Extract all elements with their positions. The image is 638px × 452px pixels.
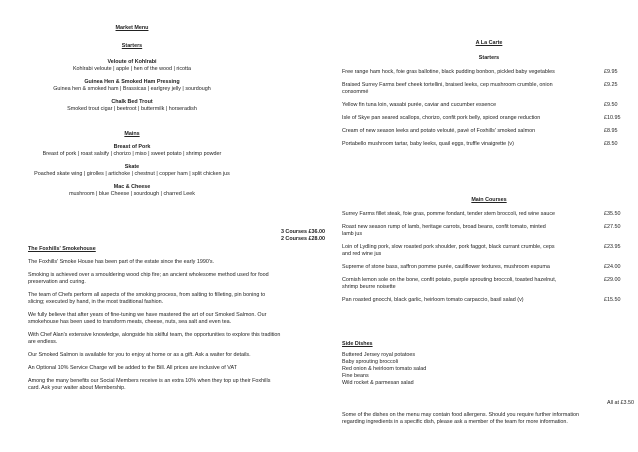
menu-item bbox=[342, 128, 634, 135]
menu-item-desc: Braised Surrey Farms beef cheek tortellini, braised leeks, cep mushroom crumble, onion consommé bbox=[342, 82, 553, 96]
menu-item-price: £29.00 bbox=[604, 277, 621, 284]
menu-item-desc: Isle of Skye pan seared scallops, chorizo, confit pork belly, spiced orange reduction bbox=[342, 115, 541, 122]
market-starter bbox=[0, 99, 264, 113]
menu-item-desc: Pan roasted gnocchi, black garlic, heirloom tomato carpaccio, basil salad (v) bbox=[342, 297, 524, 304]
smokehouse-paragraph: The Foxhills' Smoke House has been part of the estate since the early 1990's. bbox=[28, 259, 215, 266]
menu-item-desc: Cream of new season leeks and potato velouté, pavé of Foxhills' smoked salmon bbox=[342, 128, 536, 135]
smokehouse-paragraph: We fully believe that after years of fine-tuning we have mastered the art of our Smoked Salmon. Our smokehouse has been used to transform meats, cheese, nuts, sea salt and even tea. bbox=[28, 312, 267, 326]
menu-item bbox=[342, 297, 634, 304]
menu-item-desc: Free range ham hock, foie gras ballotine, black pudding bonbon, pickled baby vegetables bbox=[342, 69, 555, 75]
three-course-price: 3 Courses £36.00 bbox=[280, 229, 325, 235]
menu-item-price: £8.95 bbox=[604, 128, 618, 135]
menu-item-desc: Roast new season rump of lamb, heritage carrots, broad beans, confit tomato, minted lamb jus bbox=[342, 224, 546, 238]
two-course-price: 2 Courses £28.00 bbox=[280, 236, 325, 243]
menu-item-price: £15.50 bbox=[604, 297, 621, 304]
market-main bbox=[0, 164, 264, 178]
menu-item-desc: Loin of Lydling pork, slow roasted pork shoulder, pork faggot, black currant crumble, ceps and red wine jus bbox=[342, 244, 555, 258]
market-main bbox=[0, 184, 264, 198]
membership-note: Among the many benefits our Social Members receive is an extra 10% when they top up their Foxhills card. Ask your waiter about Membership. bbox=[28, 378, 271, 392]
menu-item-price: £9.50 bbox=[604, 102, 618, 109]
dish-name: Chalk Bed Trout bbox=[111, 99, 153, 106]
menu-item bbox=[342, 102, 634, 109]
menu-item-desc: Cornish lemon sole on the bone, confit potato, purple sprouting broccoli, toasted hazelnut, shrimp beurre noisette bbox=[342, 277, 557, 291]
market-starters-list bbox=[0, 59, 264, 119]
menu-item-price: £24.00 bbox=[604, 264, 621, 271]
menu-item-price: £35.50 bbox=[604, 211, 621, 217]
smokehouse-section bbox=[28, 246, 283, 398]
menu-item bbox=[342, 211, 634, 218]
menu-item-price: £10.95 bbox=[604, 115, 621, 122]
smokehouse-paragraph: With Chef Alan's extensive knowledge, alongside his skilful team, the opportunities to explore this tradition are endless. bbox=[28, 332, 281, 346]
smokehouse-title: The Foxhills' Smokehouse bbox=[28, 246, 96, 252]
dish-desc: Breast of pork | roast salsify | chorizo | miso | sweet potato | shrimp powder bbox=[42, 151, 222, 158]
menu-item-desc: Surrey Farms fillet steak, foie gras, pomme fondant, tender stem broccoli, red wine sauce bbox=[342, 211, 556, 217]
dish-desc: Poached skate wing | girolles | artichoke | chestnut | copper ham | split chicken jus bbox=[34, 171, 230, 178]
side-dishes-section bbox=[342, 341, 634, 387]
menu-item-price: £23.95 bbox=[604, 244, 621, 251]
menu-item bbox=[342, 244, 634, 258]
dish-desc: Guinea hen & smoked ham | Brassicas | earlgrey jelly | sourdough bbox=[53, 86, 211, 93]
side-dishes-title: Side Dishes bbox=[342, 341, 373, 347]
market-main bbox=[0, 144, 264, 158]
alc-starters-title: Starters bbox=[478, 55, 500, 61]
market-mains-list bbox=[0, 144, 264, 204]
menu-item bbox=[342, 264, 634, 271]
course-prices bbox=[200, 229, 325, 243]
side-dish: Fine beans bbox=[342, 373, 369, 380]
market-mains-title: Mains bbox=[124, 131, 140, 137]
menu-item bbox=[342, 224, 634, 238]
side-dish: Red onion & heirloom tomato salad bbox=[342, 366, 427, 373]
service-charge-note: An Optional 10% Service Charge will be added to the Bill. All prices are inclusive of VAT bbox=[28, 365, 237, 372]
market-starter bbox=[0, 59, 264, 73]
menu-item-desc: Supreme of stone bass, saffron pomme purée, cauliflower textures, mushroom espuma bbox=[342, 264, 550, 271]
dish-desc: mushroom | blue Cheese | sourdough | charred Leek bbox=[69, 191, 195, 198]
menu-item bbox=[342, 277, 634, 291]
allergen-note: Some of the dishes on the menu may contain food allergens. Should you require further information regarding ingredients in a specific dish, please ask a member of the team for more information. bbox=[342, 412, 580, 426]
right-page bbox=[340, 0, 638, 452]
alc-starters-list bbox=[342, 69, 634, 154]
smokehouse-paragraph: Smoking is achieved over a smouldering wood chip fire; an ancient wholesome method used for food preservation and curing. bbox=[28, 272, 269, 286]
menu-item-desc: Yellow fin tuna loin, wasabi purée, caviar and cucumber essence bbox=[342, 102, 497, 109]
main-courses-title: Main Courses bbox=[471, 197, 507, 203]
market-starter bbox=[0, 79, 264, 93]
market-menu-title: Market Menu bbox=[115, 25, 149, 31]
side-dishes-price: All at £3.50 bbox=[607, 400, 634, 406]
menu-item-price: £27.50 bbox=[604, 224, 621, 231]
menu-item bbox=[342, 141, 634, 148]
dish-desc: Kohlrabi veloute | apple | hen of the wood | ricotta bbox=[72, 66, 192, 73]
side-dish: Wild rocket & parmesan salad bbox=[342, 380, 414, 387]
alc-mains-list bbox=[342, 211, 634, 310]
smokehouse-paragraph: The team of Chefs perform all aspects of the smoking process, from salting to filleting, pin boning to slicing; executed by hand, in the most traditional fashion. bbox=[28, 292, 266, 306]
market-starters-title: Starters bbox=[121, 43, 143, 49]
a-la-carte-title: A La Carte bbox=[475, 40, 503, 46]
menu-item-price: £9.25 bbox=[604, 82, 618, 89]
dish-name: Veloute of Kohlrabi bbox=[107, 59, 157, 65]
menu-item-desc: Portabello mushroom tartar, baby leeks, quail eggs, truffle vinaigrette (v) bbox=[342, 141, 514, 148]
menu-item bbox=[342, 115, 634, 122]
dish-name: Mac & Cheese bbox=[113, 184, 151, 191]
menu-item bbox=[342, 82, 634, 96]
menu-item bbox=[342, 69, 634, 76]
menu-item-price: £8.50 bbox=[604, 141, 618, 148]
dish-desc: Smoked trout cigar | beetroot | buttermilk | horseradish bbox=[67, 106, 197, 113]
menu-item-price: £9.95 bbox=[604, 69, 618, 75]
side-dish: Baby sprouting broccoli bbox=[342, 359, 399, 366]
side-dish: Buttered Jersey royal potatoes bbox=[342, 352, 416, 359]
dish-name: Breast of Pork bbox=[113, 144, 151, 150]
smokehouse-paragraph: Our Smoked Salmon is available for you to enjoy at home or as a gift. Ask a waiter for details. bbox=[28, 352, 251, 359]
dish-name: Guinea Hen & Smoked Ham Pressing bbox=[84, 79, 180, 86]
dish-name: Skate bbox=[124, 164, 140, 171]
